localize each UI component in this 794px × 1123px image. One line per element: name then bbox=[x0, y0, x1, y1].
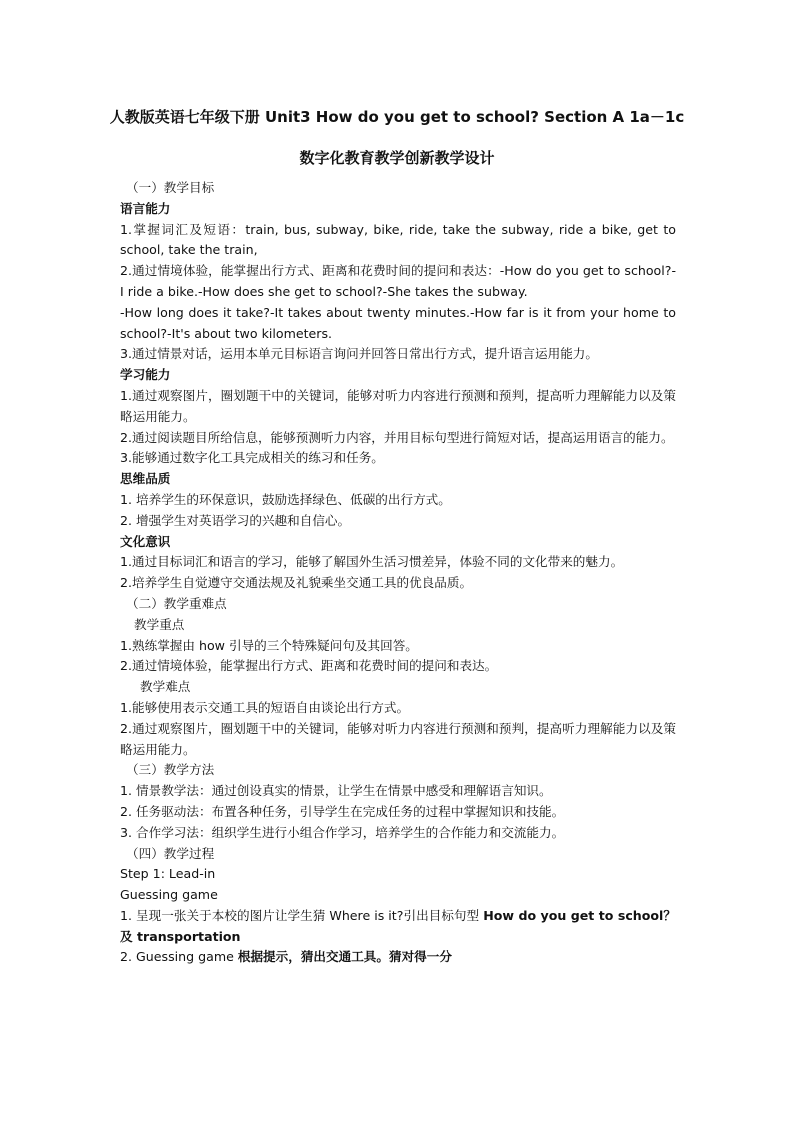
paragraph: 1.通过目标词汇和语言的学习，能够了解国外生活习惯差异，体验不同的文化带来的魅力。 bbox=[120, 554, 624, 570]
paragraph: 学习能力 bbox=[120, 367, 171, 383]
paragraph: 教学重点 bbox=[134, 616, 185, 632]
paragraph: （三）教学方法 bbox=[126, 762, 215, 778]
paragraph: Guessing game bbox=[120, 887, 218, 903]
paragraph: 1.能够使用表示交通工具的短语自由谈论出行方式。 bbox=[120, 699, 410, 715]
paragraph: 2.通过阅读题目所给信息，能够预测听力内容，并用目标句型进行简短对话，提高运用语言的能力。 bbox=[120, 429, 674, 445]
paragraph: （一）教学目标 bbox=[126, 180, 215, 195]
paragraph: -How long does it take?-It takes about twenty minutes.-How far is it from your home to school?-It's about two kilometers. bbox=[120, 304, 676, 341]
paragraph: 3.能够通过数字化工具完成相关的练习和任务。 bbox=[120, 450, 384, 466]
step1-item1-bold: How do you get to school？及 transportation bbox=[120, 907, 676, 944]
paragraph: 1.通过观察图片，圈划题干中的关键词，能够对听力内容进行预测和预判，提高听力理解能力以及策略运用能力。 bbox=[120, 387, 676, 424]
step1-item2-text: 2. Guessing game bbox=[120, 949, 238, 965]
paragraph: 3. 合作学习法：组织学生进行小组合作学习，培养学生的合作能力和交流能力。 bbox=[120, 824, 565, 840]
paragraph: 1.熟练掌握由 how 引导的三个特殊疑问句及其回答。 bbox=[120, 637, 418, 653]
paragraph: （二）教学重难点 bbox=[126, 595, 227, 611]
paragraph: 2. 增强学生对英语学习的兴趣和自信心。 bbox=[120, 512, 351, 528]
paragraph: 语言能力 bbox=[120, 200, 171, 216]
body-lines bbox=[120, 178, 676, 906]
paragraph: Step 1: Lead-in bbox=[120, 866, 216, 882]
document-title: 人教版英语七年级下册 Unit3 How do you get to school? Section A 1a－1c bbox=[109, 108, 685, 126]
paragraph: 文化意识 bbox=[120, 533, 171, 549]
step1-item2-bold: 根据提示，猜出交通工具。猜对得一分 bbox=[237, 949, 452, 965]
paragraph: （四）教学过程 bbox=[126, 845, 215, 861]
document-subtitle: 数字化教育教学创新教学设计 bbox=[299, 149, 495, 167]
paragraph: 2.通过情境体验，能掌握出行方式、距离和花费时间的提问和表达。 bbox=[120, 658, 498, 674]
document-body bbox=[120, 178, 676, 968]
paragraph: 1. 培养学生的环保意识，鼓励选择绿色、低碳的出行方式。 bbox=[120, 491, 451, 507]
paragraph: 2.通过情境体验，能掌握出行方式、距离和花费时间的提问和表达：-How do you get to school?-I ride a bike.-How does she get to school?-She takes the subway. bbox=[120, 263, 676, 299]
paragraph: 1.掌握词汇及短语：train, bus, subway, bike, ride, take the subway, ride a bike, get to school, take the train, bbox=[120, 221, 676, 258]
paragraph: 思维品质 bbox=[120, 471, 171, 487]
paragraph-step1-item2 bbox=[120, 947, 676, 968]
paragraph: 2.通过观察图片，圈划题干中的关键词，能够对听力内容进行预测和预判，提高听力理解能力以及策略运用能力。 bbox=[120, 720, 676, 757]
paragraph: 2.培养学生自觉遵守交通法规及礼貌乘坐交通工具的优良品质。 bbox=[120, 575, 473, 591]
paragraph: 3.通过情景对话，运用本单元目标语言询问并回答日常出行方式，提升语言运用能力。 bbox=[120, 346, 598, 362]
paragraph: 教学难点 bbox=[140, 679, 191, 695]
paragraph: 1. 情景教学法：通过创设真实的情景，让学生在情景中感受和理解语言知识。 bbox=[120, 783, 552, 799]
paragraph-step1-item1 bbox=[120, 906, 676, 948]
step1-item1-text: 1. 呈现一张关于本校的图片让学生猜 Where is it?引出目标句型 bbox=[120, 907, 484, 923]
paragraph: 2. 任务驱动法：布置各种任务，引导学生在完成任务的过程中掌握知识和技能。 bbox=[120, 803, 565, 819]
